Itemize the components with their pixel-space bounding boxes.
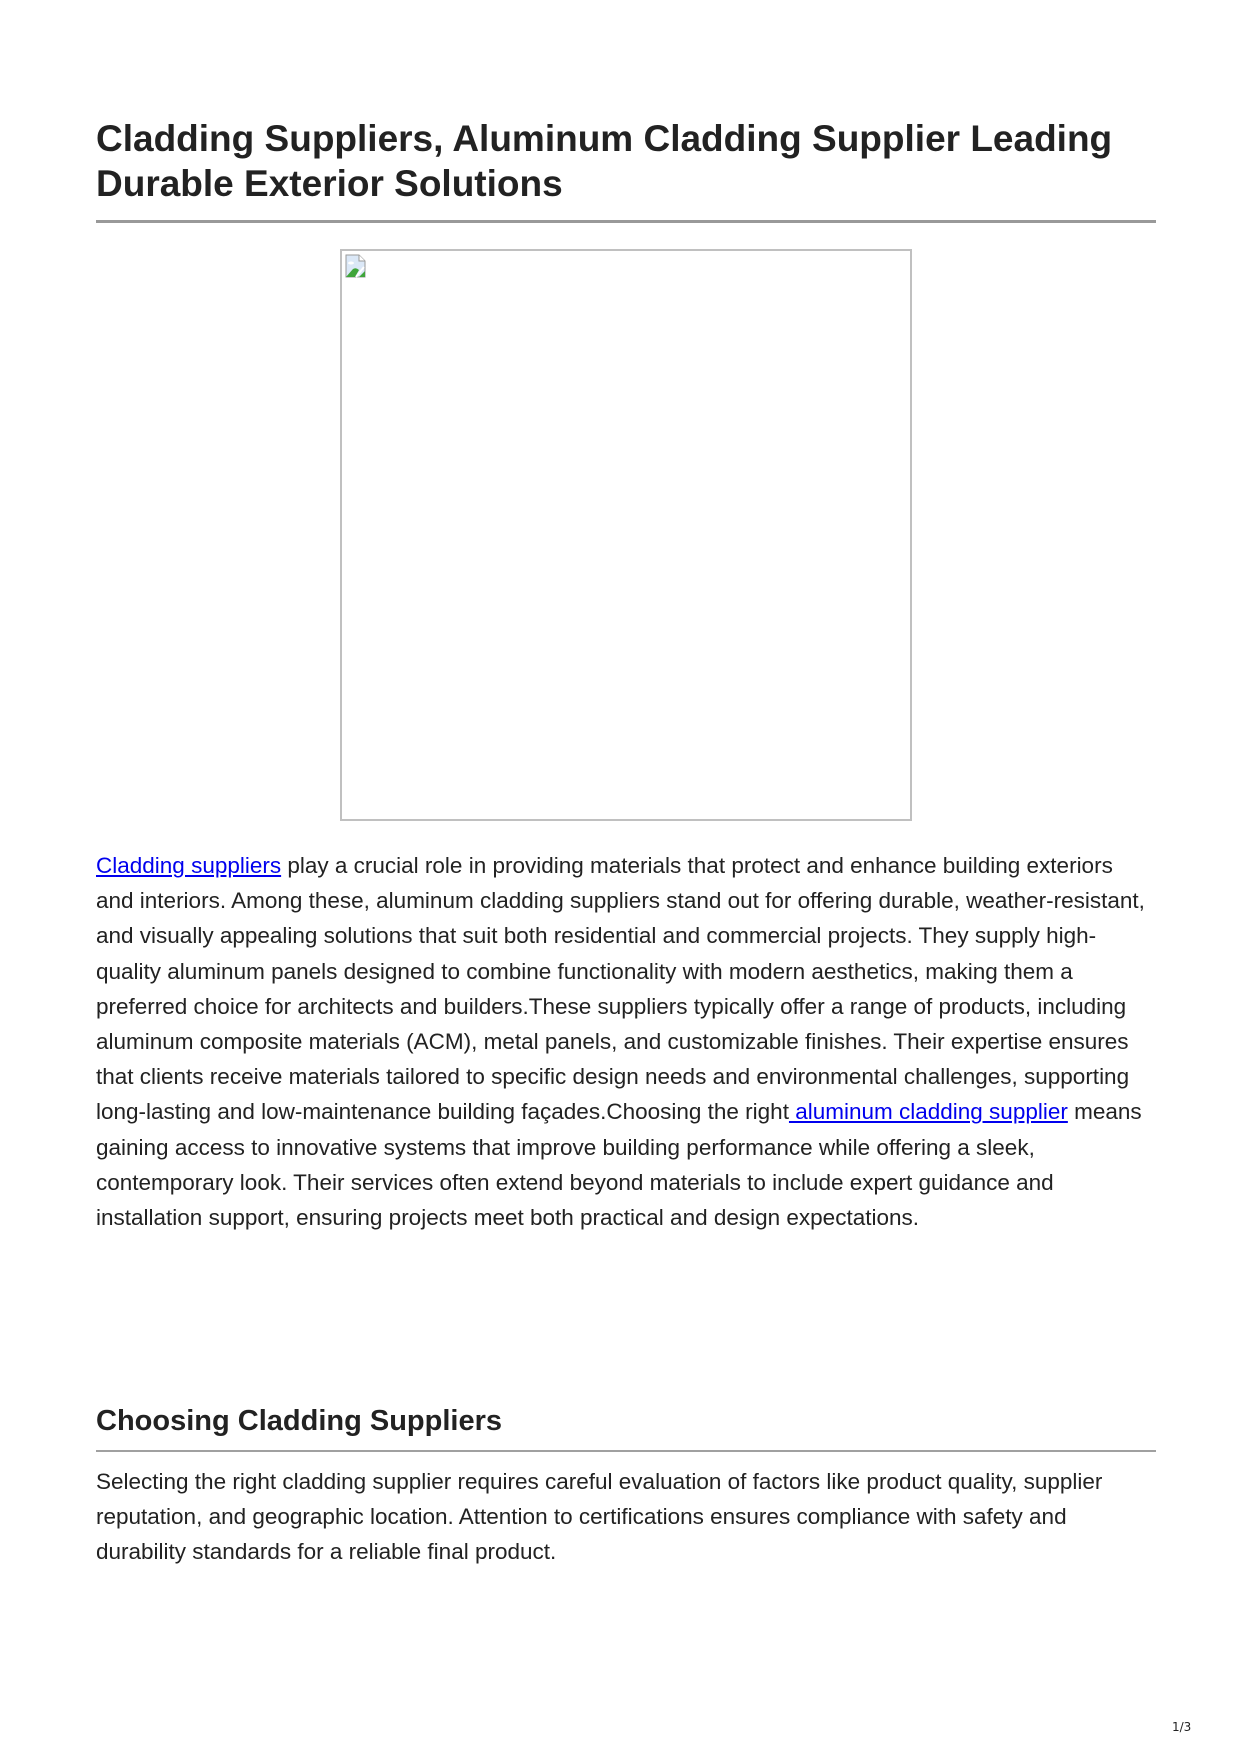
intro-text-part1: play a crucial role in providing materials that protect and enhance building exteriors and interiors. Among these, aluminum cladding suppliers stand out for offering durable, weather-resistant, and visually appealing solutions that suit both residential and commercial projects. They supply high-quality aluminum panels designed to combine functionality with modern aesthetics, making them a preferred choice for architects and builders.These suppliers typically offer a range of products, including aluminum composite materials (ACM), metal panels, and customizable finishes. Their expertise ensures that clients receive materials tailored to specific design needs and environmental challenges, supporting long-lasting and low-maintenance building façades.Choosing the right [96,853,1145,1125]
broken-image-icon [345,254,367,278]
section-heading: Choosing Cladding Suppliers [96,1405,502,1437]
section-paragraph: Selecting the right cladding supplier requires careful evaluation of factors like product quality, supplier reputation, and geographic location. Attention to certifications ensures compliance with safety and durability standards for a reliable final product. [96,1469,1103,1565]
intro-text-part2: means gaining access to innovative systems that improve building performance while offering a sleek, contemporary look. Their services often extend beyond materials to include expert guidance and installation support, ensuring projects meet both practical and design expectations. [96,1099,1142,1231]
aluminum-cladding-supplier-link[interactable]: aluminum cladding supplier [788,1099,1068,1125]
page-number: 1/3 [1172,1720,1192,1734]
page-title: Cladding Suppliers, Aluminum Cladding Supplier Leading Durable Exterior Solutions [96,118,1113,204]
cladding-suppliers-link[interactable]: Cladding suppliers [96,853,282,878]
section-divider [96,1450,1156,1452]
title-divider [96,220,1156,223]
article-image-placeholder [340,249,912,821]
intro-paragraph [96,848,1156,1235]
